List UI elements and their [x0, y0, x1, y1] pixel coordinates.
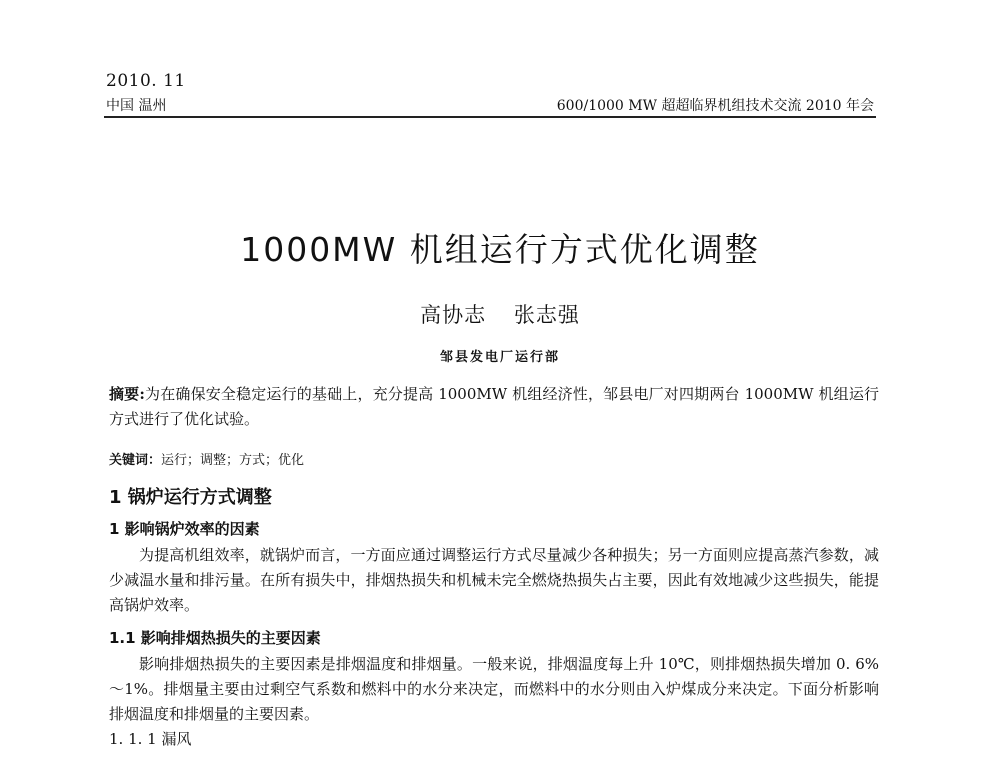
- keywords-label: 关键词：: [109, 453, 162, 468]
- subsection-heading-boiler-efficiency: 1 影响锅炉效率的因素: [109, 520, 260, 538]
- header-conference: 600/1000 MW 超超临界机组技术交流 2010 年会: [556, 98, 874, 114]
- keywords-text: 运行；调整；方式；优化: [161, 453, 305, 468]
- paragraph-boiler-efficiency: 为提高机组效率，就锅炉而言，一方面应通过调整运行方式尽量减少各种损失；另一方面则应提高蒸汽参数，减少减温水量和排污量。在所有损失中，排烟热损失和机械未完全燃烧热损失占主要，因此有效地减少这些损失，能提高锅炉效率。: [109, 546, 879, 614]
- abstract-label: 摘要:: [109, 385, 145, 403]
- section-heading: 1 锅炉运行方式调整: [109, 487, 272, 508]
- keywords: [109, 449, 304, 468]
- header-rule: [104, 116, 876, 118]
- subsection-heading-exhaust-loss: 1.1 影响排烟热损失的主要因素: [109, 629, 321, 647]
- subsubsection-heading-air-leakage: 1. 1. 1 漏风: [109, 730, 192, 748]
- header-place: 中国 温州: [106, 98, 167, 114]
- header-date: 2010. 11: [106, 71, 186, 91]
- paper-affiliation: 邹县发电厂运行部: [439, 350, 560, 365]
- abstract-text: 为在确保安全稳定运行的基础上，充分提高 1000MW 机组经济性，邹县电厂对四期两台 1000MW 机组运行方式进行了优化试验。: [109, 385, 879, 428]
- paragraph-exhaust-loss: 影响排烟热损失的主要因素是排烟温度和排烟量。一般来说，排烟温度每上升 10℃，则排烟热损失增加 0. 6%～1%。排烟量主要由过剩空气系数和燃料中的水分来决定，而燃料中的水分则由入炉煤成分来决定。下面分析影响排烟温度和排烟量的主要因素。: [109, 655, 879, 723]
- abstract: [109, 382, 879, 432]
- paper-authors: 高协志 张志强: [420, 303, 580, 327]
- paper-title: 1000MW 机组运行方式优化调整: [240, 230, 760, 269]
